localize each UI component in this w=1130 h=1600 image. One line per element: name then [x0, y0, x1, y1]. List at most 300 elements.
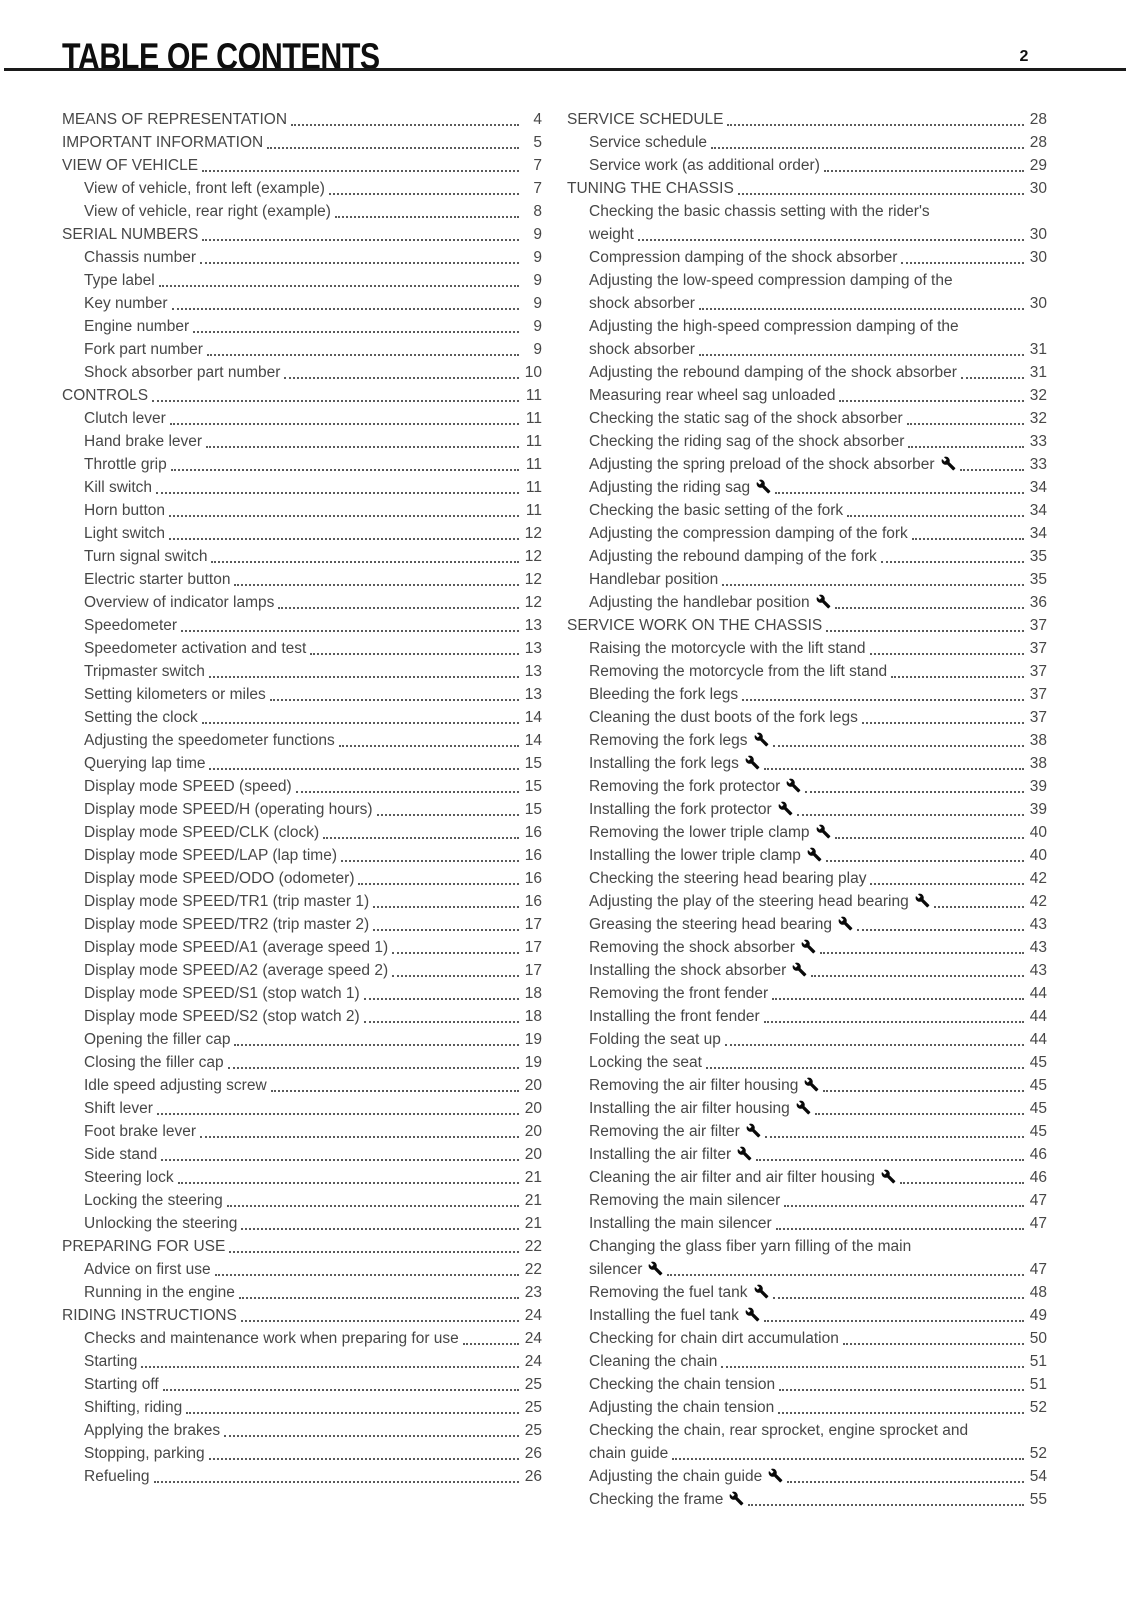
- dot-leader: [364, 982, 519, 1000]
- toc-entry-page: 29: [1029, 157, 1047, 174]
- toc-entry: [567, 200, 1047, 223]
- dot-leader: [773, 729, 1024, 747]
- toc-entry-label: Checking for chain dirt accumulation: [589, 1330, 839, 1347]
- dot-leader: [742, 683, 1024, 701]
- toc-entry-page: 20: [524, 1123, 542, 1140]
- dot-leader: [765, 1120, 1024, 1138]
- toc-entry: [62, 1005, 542, 1028]
- toc-entry-page: 22: [524, 1238, 542, 1255]
- toc-entry: [62, 476, 542, 499]
- toc-entry: [62, 1281, 542, 1304]
- toc-entry: [62, 545, 542, 568]
- toc-entry-page: 18: [524, 985, 542, 1002]
- toc-entry-label: Idle speed adjusting screw: [84, 1077, 267, 1094]
- toc-entry-page: 54: [1029, 1468, 1047, 1485]
- toc-entry-label: Adjusting the high-speed compression damping of the: [589, 318, 959, 335]
- toc-entry-label: Adjusting the chain guide: [589, 1465, 783, 1488]
- toc-entry-label: weight: [589, 226, 634, 243]
- toc-entry-page: 9: [533, 272, 542, 289]
- toc-entry-page: 17: [524, 939, 542, 956]
- dot-leader: [908, 430, 1024, 448]
- wrench-icon: [754, 732, 769, 747]
- toc-entry-label: Fork part number: [84, 341, 203, 358]
- toc-entry-label: Hand brake lever: [84, 433, 203, 450]
- toc-entry: [567, 1074, 1047, 1097]
- toc-entry: [62, 798, 542, 821]
- dot-leader: [826, 614, 1024, 632]
- toc-entry-label: MEANS OF REPRESENTATION: [62, 111, 288, 128]
- toc-entry-label: Chassis number: [84, 249, 196, 266]
- toc-entry-page: 16: [524, 824, 542, 841]
- toc-entry-label: Opening the filler cap: [84, 1031, 231, 1048]
- toc-entry-label: Adjusting the riding sag: [589, 476, 771, 499]
- dot-leader: [881, 545, 1024, 563]
- toc-entry-page: 18: [524, 1008, 542, 1025]
- toc-entry-label: Display mode SPEED/TR1 (trip master 1): [84, 893, 370, 910]
- toc-entry: [62, 1419, 542, 1442]
- toc-entry-label: Removing the air filter housing: [589, 1074, 819, 1097]
- toc-entry-page: 19: [524, 1031, 542, 1048]
- dot-leader: [161, 1143, 519, 1161]
- toc-entry-label: Checking the chain tension: [589, 1376, 776, 1393]
- toc-entry: [567, 1488, 1047, 1511]
- toc-entry: [62, 1028, 542, 1051]
- dot-leader: [329, 177, 519, 195]
- toc-entry-page: 7: [533, 180, 542, 197]
- toc-entry-page: 32: [1029, 410, 1047, 427]
- toc-entry-page: 5: [533, 134, 542, 151]
- dot-leader: [271, 1074, 519, 1092]
- toc-entry-page: 47: [1029, 1192, 1047, 1209]
- toc-entry-page: 24: [524, 1330, 542, 1347]
- toc-entry-page: 40: [1029, 847, 1047, 864]
- toc-entry: [62, 821, 542, 844]
- toc-entry-label: Removing the shock absorber: [589, 936, 816, 959]
- toc-entry: [567, 1350, 1047, 1373]
- toc-entry-page: 12: [524, 548, 542, 565]
- toc-entry-label: chain guide: [589, 1445, 669, 1462]
- wrench-icon: [838, 916, 853, 931]
- toc-entry-label: Changing the glass fiber yarn filling of the main: [589, 1238, 912, 1255]
- toc-entry-page: 48: [1029, 1284, 1047, 1301]
- toc-entry-page: 9: [533, 341, 542, 358]
- toc-entry-page: 40: [1029, 824, 1047, 841]
- toc-entry: [62, 867, 542, 890]
- dot-leader: [224, 1419, 519, 1437]
- toc-entry-label: Refueling: [84, 1468, 150, 1485]
- dot-leader: [215, 1258, 519, 1276]
- toc-entry: [62, 1074, 542, 1097]
- toc-entry-label: shock absorber: [589, 341, 695, 358]
- toc-entry: [567, 660, 1047, 683]
- toc-entry: [62, 913, 542, 936]
- toc-entry: [567, 315, 1047, 338]
- dot-leader: [200, 246, 519, 264]
- wrench-icon: [754, 1284, 769, 1299]
- toc-entry: [567, 821, 1047, 844]
- toc-entry: [567, 706, 1047, 729]
- toc-entry: [567, 223, 1047, 246]
- toc-entry-page: 16: [524, 893, 542, 910]
- toc-entry: [567, 1304, 1047, 1327]
- toc-entry-label: Display mode SPEED/A2 (average speed 2): [84, 962, 389, 979]
- toc-entry-page: 31: [1029, 364, 1047, 381]
- toc-entry-label: Starting off: [84, 1376, 159, 1393]
- toc-entry-label: View of vehicle, front left (example): [84, 180, 325, 197]
- toc-entry-label: Speedometer activation and test: [84, 640, 307, 657]
- toc-entry-page: 43: [1029, 916, 1047, 933]
- toc-entry-page: 36: [1029, 594, 1047, 611]
- toc-entry: [567, 1166, 1047, 1189]
- toc-entry: [567, 361, 1047, 384]
- toc-entry-label: Foot brake lever: [84, 1123, 196, 1140]
- toc-entry-label: Setting the clock: [84, 709, 198, 726]
- toc-entry-label: Removing the fork protector: [589, 775, 801, 798]
- dot-leader: [207, 338, 519, 356]
- dot-leader: [764, 1304, 1024, 1322]
- toc-entry-page: 46: [1029, 1146, 1047, 1163]
- dot-leader: [159, 269, 519, 287]
- toc-entry-page: 52: [1029, 1445, 1047, 1462]
- dot-leader: [310, 637, 519, 655]
- toc-entry: [567, 108, 1047, 131]
- toc-entry-page: 15: [524, 755, 542, 772]
- dot-leader: [775, 476, 1024, 494]
- toc-entry-label: Stopping, parking: [84, 1445, 205, 1462]
- toc-entry-label: Checking the basic chassis setting with the rider's: [589, 203, 930, 220]
- toc-entry-label: Display mode SPEED/S1 (stop watch 1): [84, 985, 360, 1002]
- dot-leader: [341, 844, 519, 862]
- toc-entry-page: 12: [524, 571, 542, 588]
- toc-entry: [62, 384, 542, 407]
- toc-entry-label: Adjusting the play of the steering head bearing: [589, 890, 930, 913]
- toc-entry: [62, 315, 542, 338]
- toc-entry: [567, 890, 1047, 913]
- toc-entry: [62, 1143, 542, 1166]
- toc-entry-label: Greasing the steering head bearing: [589, 913, 853, 936]
- toc-entry: [567, 637, 1047, 660]
- dot-leader: [672, 1442, 1024, 1460]
- toc-entry-label: Display mode SPEED/S2 (stop watch 2): [84, 1008, 360, 1025]
- toc-entry-label: CONTROLS: [62, 387, 149, 404]
- dot-leader: [748, 1488, 1024, 1506]
- wrench-icon: [745, 755, 760, 770]
- toc-entry: [567, 1258, 1047, 1281]
- toc-entry-page: 42: [1029, 870, 1047, 887]
- header-rule: [4, 68, 1126, 71]
- toc-entry-page: 45: [1029, 1077, 1047, 1094]
- toc-column-left: [62, 108, 542, 1511]
- toc-entry-label: Adjusting the rebound damping of the fork: [589, 548, 877, 565]
- toc-entry: [567, 1419, 1047, 1442]
- wrench-icon: [648, 1261, 663, 1276]
- dot-leader: [364, 1005, 519, 1023]
- toc-entry-page: 44: [1029, 1031, 1047, 1048]
- dot-leader: [907, 407, 1024, 425]
- toc-entry-label: Advice on first use: [84, 1261, 211, 1278]
- toc-entry-label: View of vehicle, rear right (example): [84, 203, 331, 220]
- toc-entry-page: 9: [533, 249, 542, 266]
- dot-leader: [296, 775, 519, 793]
- toc-entry-label: Display mode SPEED/TR2 (trip master 2): [84, 916, 370, 933]
- toc-entry: [62, 844, 542, 867]
- dot-leader: [373, 890, 519, 908]
- dot-leader: [181, 614, 519, 632]
- toc-entry-label: Locking the steering: [84, 1192, 223, 1209]
- dot-leader: [824, 154, 1024, 172]
- toc-entry-label: Removing the main silencer: [589, 1192, 781, 1209]
- toc-entry: [567, 1005, 1047, 1028]
- toc-entry: [62, 890, 542, 913]
- toc-entry: [567, 867, 1047, 890]
- toc-entry-label: Handlebar position: [589, 571, 719, 588]
- toc-entry-label: VIEW OF VEHICLE: [62, 157, 199, 174]
- toc-entry-label: Removing the front fender: [589, 985, 769, 1002]
- dot-leader: [291, 108, 519, 126]
- toc-entry-page: 12: [524, 525, 542, 542]
- toc-entry-page: 17: [524, 916, 542, 933]
- toc-entry: [567, 1051, 1047, 1074]
- toc-entry-label: Removing the motorcycle from the lift stand: [589, 663, 888, 680]
- dot-leader: [172, 292, 519, 310]
- toc-entry: [567, 798, 1047, 821]
- dot-leader: [787, 1465, 1024, 1483]
- toc-entry-label: Type label: [84, 272, 155, 289]
- toc-entry: [62, 1327, 542, 1350]
- toc-entry-label: shock absorber: [589, 295, 695, 312]
- toc-entry-page: 30: [1029, 180, 1047, 197]
- toc-entry: [62, 637, 542, 660]
- dot-leader: [186, 1396, 519, 1414]
- toc-entry-label: Closing the filler cap: [84, 1054, 224, 1071]
- toc-entry-page: 21: [524, 1169, 542, 1186]
- dot-leader: [805, 775, 1024, 793]
- toc-entry-label: Cleaning the chain: [589, 1353, 718, 1370]
- toc-entry: [567, 269, 1047, 292]
- toc-entry-page: 25: [524, 1399, 542, 1416]
- dot-leader: [960, 453, 1024, 471]
- toc-entry: [567, 1143, 1047, 1166]
- toc-entry-page: 45: [1029, 1123, 1047, 1140]
- dot-leader: [835, 591, 1024, 609]
- toc-entry-page: 44: [1029, 985, 1047, 1002]
- toc-entry: [62, 1258, 542, 1281]
- toc-entry-label: Installing the shock absorber: [589, 959, 807, 982]
- dot-leader: [727, 108, 1024, 126]
- dot-leader: [823, 1074, 1024, 1092]
- toc-entry-page: 34: [1029, 479, 1047, 496]
- toc-entry: [567, 1212, 1047, 1235]
- dot-leader: [706, 1051, 1024, 1069]
- toc-entry-label: Checking the static sag of the shock absorber: [589, 410, 903, 427]
- dot-leader: [339, 729, 519, 747]
- dot-leader: [170, 407, 519, 425]
- toc-entry-page: 35: [1029, 571, 1047, 588]
- dot-leader: [202, 706, 519, 724]
- toc-entry-label: TUNING THE CHASSIS: [567, 180, 734, 197]
- toc-entry-label: Adjusting the rebound damping of the shock absorber: [589, 364, 957, 381]
- toc-entry-page: 11: [525, 479, 542, 496]
- toc-entry: [567, 1327, 1047, 1350]
- dot-leader: [373, 913, 519, 931]
- page-number: 2: [1019, 48, 1029, 65]
- toc-entry-page: 17: [524, 962, 542, 979]
- wrench-icon: [881, 1169, 896, 1184]
- toc-entry: [62, 453, 542, 476]
- toc-entry-page: 7: [533, 157, 542, 174]
- dot-leader: [820, 936, 1024, 954]
- dot-leader: [862, 706, 1024, 724]
- toc-entry-page: 31: [1029, 341, 1047, 358]
- toc-entry: [62, 1442, 542, 1465]
- toc-entry-page: 45: [1029, 1054, 1047, 1071]
- toc-entry: [62, 729, 542, 752]
- dot-leader: [711, 131, 1024, 149]
- toc-entry: [62, 361, 542, 384]
- toc-entry-label: Checks and maintenance work when preparing for use: [84, 1330, 459, 1347]
- toc-entry: [62, 614, 542, 637]
- toc-entry-label: Removing the lower triple clamp: [589, 821, 831, 844]
- toc-entry: [62, 591, 542, 614]
- toc-entry-page: 13: [524, 686, 542, 703]
- toc: [62, 108, 1047, 1511]
- dot-leader: [228, 1051, 519, 1069]
- toc-entry-label: Querying lap time: [84, 755, 206, 772]
- wrench-icon: [816, 594, 831, 609]
- dot-leader: [200, 1120, 519, 1138]
- toc-entry-page: 30: [1029, 249, 1047, 266]
- toc-entry: [62, 706, 542, 729]
- dot-leader: [323, 821, 519, 839]
- dot-leader: [870, 867, 1024, 885]
- toc-entry-label: Display mode SPEED/H (operating hours): [84, 801, 373, 818]
- toc-entry-label: Applying the brakes: [84, 1422, 221, 1439]
- toc-entry: [62, 1212, 542, 1235]
- dot-leader: [392, 936, 519, 954]
- dot-leader: [764, 752, 1024, 770]
- dot-leader: [764, 1005, 1024, 1023]
- toc-entry: [567, 1189, 1047, 1212]
- toc-entry-page: 49: [1029, 1307, 1047, 1324]
- toc-entry: [567, 1028, 1047, 1051]
- dot-leader: [815, 1097, 1024, 1115]
- dot-leader: [961, 361, 1024, 379]
- toc-entry: [62, 246, 542, 269]
- toc-entry: [62, 1166, 542, 1189]
- dot-leader: [157, 1097, 519, 1115]
- dot-leader: [152, 384, 519, 402]
- dot-leader: [912, 522, 1024, 540]
- toc-entry: [62, 1373, 542, 1396]
- toc-entry-label: Turn signal switch: [84, 548, 208, 565]
- toc-entry-label: Cleaning the dust boots of the fork legs: [589, 709, 858, 726]
- toc-entry-label: Adjusting the handlebar position: [589, 591, 831, 614]
- toc-entry-page: 43: [1029, 962, 1047, 979]
- toc-entry: [567, 1120, 1047, 1143]
- toc-entry-page: 24: [524, 1353, 542, 1370]
- toc-entry: [567, 292, 1047, 315]
- toc-entry-label: Starting: [84, 1353, 138, 1370]
- dot-leader: [826, 844, 1024, 862]
- toc-entry-page: 35: [1029, 548, 1047, 565]
- toc-entry: [567, 752, 1047, 775]
- toc-entry-page: 16: [524, 847, 542, 864]
- toc-entry-label: Checking the chain, rear sprocket, engine sprocket and: [589, 1422, 969, 1439]
- toc-entry-page: 15: [524, 778, 542, 795]
- toc-entry-page: 33: [1029, 433, 1047, 450]
- toc-entry-page: 45: [1029, 1100, 1047, 1117]
- dot-leader: [202, 223, 519, 241]
- toc-entry-label: Adjusting the low-speed compression damping of the: [589, 272, 953, 289]
- wrench-icon: [746, 1123, 761, 1138]
- dot-leader: [154, 1465, 520, 1483]
- toc-entry-page: 20: [524, 1146, 542, 1163]
- dot-leader: [193, 315, 519, 333]
- toc-entry-page: 13: [524, 663, 542, 680]
- dot-leader: [227, 1189, 519, 1207]
- toc-entry-label: Adjusting the spring preload of the shock absorber: [589, 453, 956, 476]
- toc-entry-page: 30: [1029, 226, 1047, 243]
- toc-entry: [62, 1350, 542, 1373]
- toc-entry-page: 52: [1029, 1399, 1047, 1416]
- toc-entry-page: 37: [1029, 617, 1047, 634]
- toc-entry-label: Adjusting the compression damping of the fork: [589, 525, 908, 542]
- dot-leader: [847, 499, 1024, 517]
- dot-leader: [811, 959, 1024, 977]
- wrench-icon: [816, 824, 831, 839]
- wrench-icon: [915, 893, 930, 908]
- toc-entry: [567, 614, 1047, 637]
- toc-entry-label: SERIAL NUMBERS: [62, 226, 199, 243]
- toc-entry-label: RIDING INSTRUCTIONS: [62, 1307, 237, 1324]
- toc-entry: [62, 1189, 542, 1212]
- toc-entry-label: Steering lock: [84, 1169, 174, 1186]
- toc-entry-label: Installing the fuel tank: [589, 1304, 760, 1327]
- toc-entry: [567, 338, 1047, 361]
- toc-entry: [62, 683, 542, 706]
- toc-entry-label: Setting kilometers or miles: [84, 686, 266, 703]
- dot-leader: [891, 660, 1024, 678]
- toc-entry-label: Measuring rear wheel sag unloaded: [589, 387, 836, 404]
- wrench-icon: [807, 847, 822, 862]
- toc-entry: [62, 499, 542, 522]
- toc-entry-page: 20: [524, 1100, 542, 1117]
- dot-leader: [171, 453, 519, 471]
- dot-leader: [241, 1304, 519, 1322]
- toc-entry-label: Removing the fuel tank: [589, 1281, 769, 1304]
- toc-entry: [62, 568, 542, 591]
- wrench-icon: [737, 1146, 752, 1161]
- toc-entry-page: 21: [524, 1192, 542, 1209]
- toc-entry: [567, 131, 1047, 154]
- toc-entry: [62, 1051, 542, 1074]
- toc-entry: [567, 913, 1047, 936]
- toc-entry: [62, 292, 542, 315]
- dot-leader: [934, 890, 1024, 908]
- toc-entry-page: 34: [1029, 502, 1047, 519]
- toc-entry-page: 28: [1029, 111, 1047, 128]
- toc-entry-page: 23: [524, 1284, 542, 1301]
- wrench-icon: [729, 1491, 744, 1506]
- dot-leader: [392, 959, 519, 977]
- toc-entry-label: SERVICE SCHEDULE: [567, 111, 724, 128]
- dot-leader: [756, 1143, 1024, 1161]
- toc-entry-page: 4: [533, 111, 542, 128]
- toc-entry: [567, 1235, 1047, 1258]
- toc-entry-label: Unlocking the steering: [84, 1215, 238, 1232]
- toc-entry-page: 46: [1029, 1169, 1047, 1186]
- toc-entry-label: Compression damping of the shock absorber: [589, 249, 898, 266]
